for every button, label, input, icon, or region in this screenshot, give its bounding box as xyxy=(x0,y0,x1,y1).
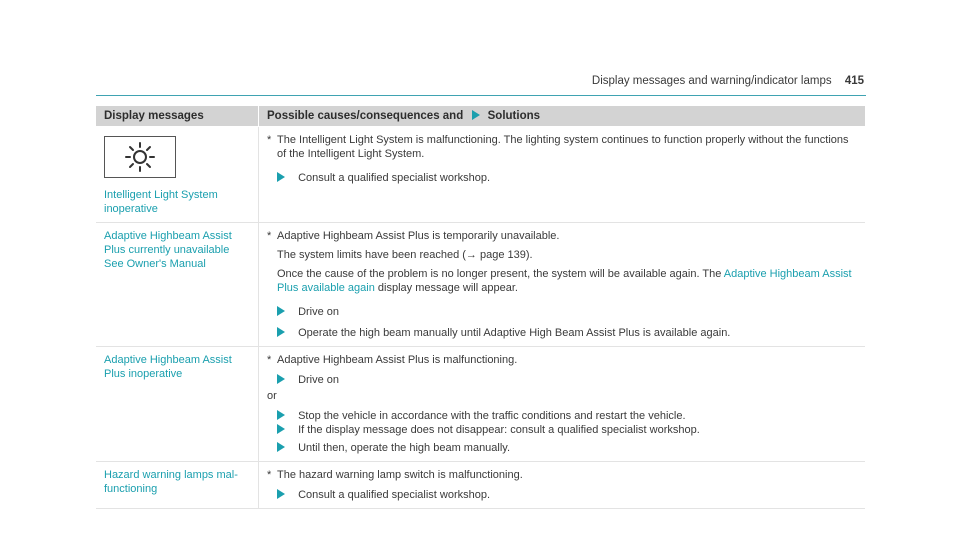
triangle-arrow-icon xyxy=(277,424,285,434)
note-text xyxy=(267,267,857,295)
header-divider xyxy=(96,95,866,96)
cause-bullet: * xyxy=(267,134,272,146)
solution-text: Consult a qualified specialist workshop. xyxy=(298,172,491,184)
message-cell xyxy=(96,347,259,462)
cause-item xyxy=(267,133,857,161)
cause-text: The hazard warning lamp switch is malfunctioning. xyxy=(277,469,523,481)
cause-bullet: * xyxy=(267,230,272,242)
triangle-arrow-icon xyxy=(277,306,285,316)
message-line: functioning xyxy=(104,483,158,495)
light-system-sun-icon xyxy=(104,136,176,178)
page-number: 415 xyxy=(844,75,864,87)
message-line: See Owner's Manual xyxy=(104,258,206,270)
cause-bullet: * xyxy=(267,469,272,481)
table-row xyxy=(96,127,865,223)
column-header-causes: Possible causes/consequences and xyxy=(267,110,464,122)
solution-step xyxy=(267,409,857,423)
triangle-arrow-icon xyxy=(277,410,285,420)
cause-item xyxy=(267,229,857,243)
table-header-row xyxy=(96,106,865,127)
page-header-title: Display messages and warning/indicator lamps xyxy=(591,75,832,87)
cause-text: Adaptive Highbeam Assist Plus is malfunctioning. xyxy=(277,354,518,366)
message-line: Plus inoperative xyxy=(104,368,183,380)
page-ref-arrow-icon: → xyxy=(465,249,477,261)
table-row xyxy=(96,347,865,462)
cause-item xyxy=(267,353,857,367)
triangle-arrow-icon xyxy=(277,172,285,182)
highlighted-message: Adaptive Highbeam Assist Plus available again xyxy=(277,268,852,294)
column-header-display-messages: Display messages xyxy=(96,106,259,127)
triangle-arrow-icon xyxy=(277,442,285,452)
table-row xyxy=(96,223,865,347)
message-line: Adaptive Highbeam Assist xyxy=(104,230,232,242)
note-text xyxy=(267,248,857,262)
message-cell xyxy=(96,127,259,223)
cause-cell xyxy=(259,127,866,223)
triangle-arrow-icon xyxy=(277,374,285,384)
solution-text: Consult a qualified specialist workshop. xyxy=(298,489,491,501)
solution-text: If the display message does not disappear: consult a qualified specialist workshop. xyxy=(298,424,700,436)
column-header-causes-solutions xyxy=(259,106,866,127)
message-line: Hazard warning lamps mal- xyxy=(104,469,238,481)
solution-text: Operate the high beam manually until Adaptive High Beam Assist Plus is available again. xyxy=(298,327,731,339)
cause-bullet: * xyxy=(267,354,272,366)
solution-text: Drive on xyxy=(298,374,340,386)
message-line: Adaptive Highbeam Assist xyxy=(104,354,232,366)
solution-step xyxy=(267,373,857,387)
message-line: inoperative xyxy=(104,203,158,215)
cause-text: The Intelligent Light System is malfunctioning. The lighting system continues to function properly without the functions of the Intelligent Light System. xyxy=(277,134,849,160)
solution-step xyxy=(267,441,857,455)
message-cell xyxy=(96,462,259,509)
note-text-a: The system limits have been reached ( xyxy=(277,249,466,261)
solution-step xyxy=(267,423,857,437)
solution-text: Drive on xyxy=(298,306,340,318)
column-header-solutions: Solutions xyxy=(487,110,541,122)
solution-text: Stop the vehicle in accordance with the traffic conditions and restart the vehicle. xyxy=(298,410,686,422)
triangle-arrow-icon xyxy=(277,489,285,499)
or-text: or xyxy=(267,390,277,402)
display-messages-table xyxy=(96,106,865,509)
message-line: Plus currently unavailable xyxy=(104,244,230,256)
solution-step xyxy=(267,488,857,502)
page-header xyxy=(592,75,864,87)
solution-text: Until then, operate the high beam manually. xyxy=(298,442,511,454)
cause-cell xyxy=(259,223,866,347)
triangle-arrow-icon xyxy=(277,327,285,337)
solution-step xyxy=(267,326,857,340)
cause-item xyxy=(267,468,857,482)
light-system-sun-icon-graphic xyxy=(123,140,157,174)
note-text-a: Once the cause of the problem is no longer present, the system will be available again. The xyxy=(277,268,724,280)
page-reference-link[interactable]: page 139). xyxy=(476,249,533,261)
solution-step xyxy=(267,305,857,319)
cause-cell xyxy=(259,462,866,509)
cause-text: Adaptive Highbeam Assist Plus is temporarily unavailable. xyxy=(277,230,560,242)
message-line: Intelligent Light System xyxy=(104,189,218,201)
solution-step xyxy=(267,171,857,185)
solutions-arrow-icon xyxy=(472,110,480,120)
message-cell xyxy=(96,223,259,347)
table-row xyxy=(96,462,865,509)
note-text-b: display message will appear. xyxy=(374,282,518,294)
cause-cell xyxy=(259,347,866,462)
